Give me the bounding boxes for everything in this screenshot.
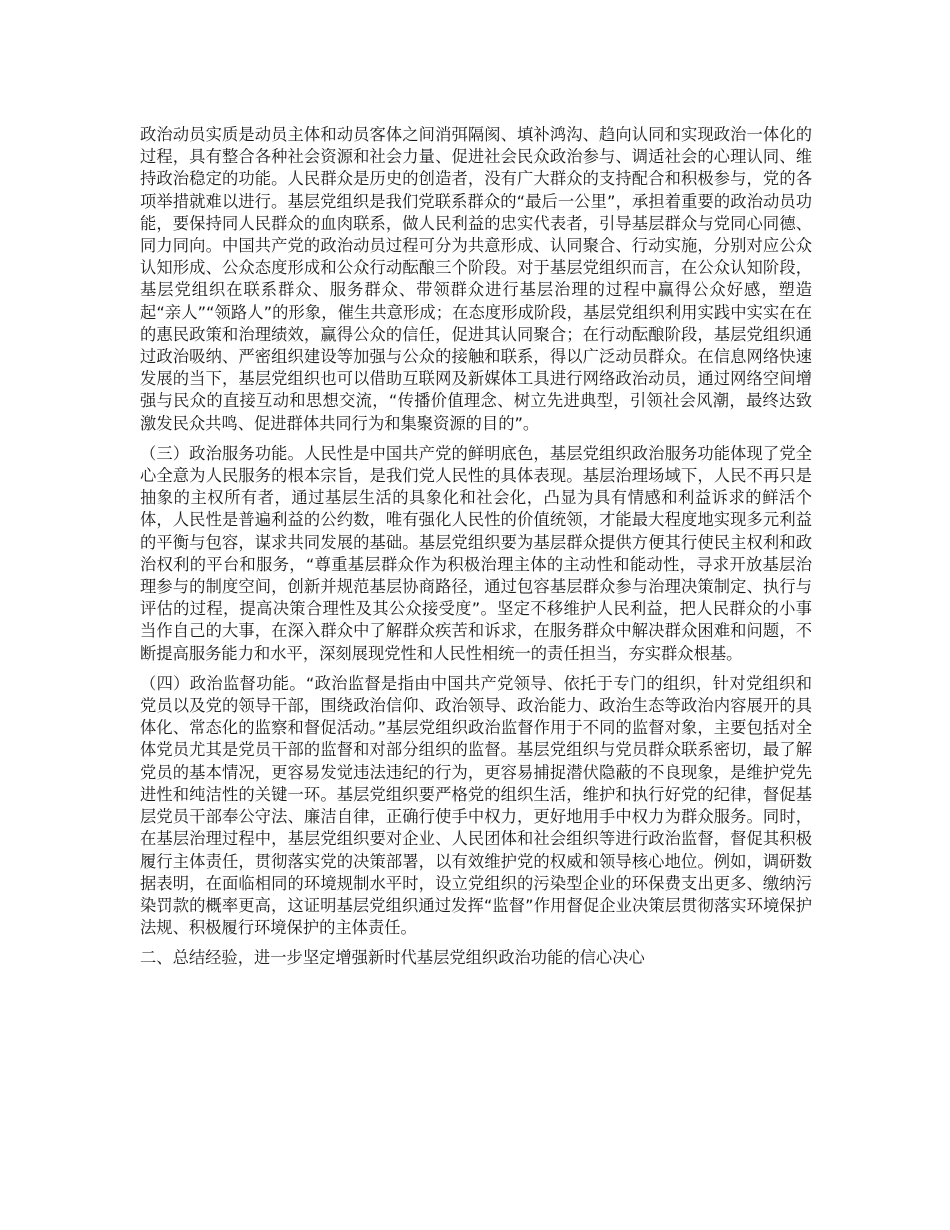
document-page: [140, 124, 812, 970]
section-heading: 二、总结经验，进一步坚定增强新时代基层党组织政治功能的信心决心: [140, 948, 645, 968]
paragraph-political-service: （三）政治服务功能。人民性是中国共产党的鲜明底色，基层党组织政治服务功能体现了党全心全意为人民服务的根本宗旨，是我们党人民性的具体表现。基层治理场域下，人民不再只是抽象的主权所有者，通过基层生活的具象化和社会化，凸显为具有情感和利益诉求的鲜活个体，人民性是普遍利益的公约数，唯有强化人民性的价值统领，才能最大程度地实现多元利益的平衡与包容，谋求共同发展的基础。基层党组织要为基层群众提供方便其行使民主权利和政治权利的平台和服务，“尊重基层群众作为积极治理主体的主动性和能动性，寻求开放基层治理参与的制度空间，创新并规范基层协商路径，通过包容基层群众参与治理决策制定、执行与评估的过程，提高决策合理性及其公众接受度”。坚定不移维护人民利益，把人民群众的小事当作自己的大事，在深入群众中了解群众疾苦和诉求，在服务群众中解决群众困难和问题，不断提高服务能力和水平，深刻展现党性和人民性相统一的责任担当，夯实群众根基。: [140, 443, 812, 663]
paragraph-political-mobilization: 政治动员实质是动员主体和动员客体之间消弭隔阂、填补鸿沟、趋向认同和实现政治一体化的过程，具有整合各种社会资源和社会力量、促进社会民众政治参与、调适社会的心理认同、维持政治稳定的功能。人民群众是历史的创造者，没有广大群众的支持配合和积极参与，党的各项举措就难以进行。基层党组织是我们党联系群众的“最后一公里”，承担着重要的政治动员功能，要保持同人民群众的血肉联系，做人民利益的忠实代表者，引导基层群众与党同心同德、同力同向。中国共产党的政治动员过程可分为共意形成、认同聚合、行动实施，分别对应公众认知形成、公众态度形成和公众行动酝酿三个阶段。对于基层党组织而言，在公众认知阶段，基层党组织在联系群众、服务群众、带领群众进行基层治理的过程中赢得公众好感，塑造起“亲人”“领路人”的形象，催生共意形成；在态度形成阶段，基层党组织利用实践中实实在在的惠民政策和治理绩效，赢得公众的信任，促进其认同聚合；在行动酝酿阶段，基层党组织通过政治吸纳、严密组织建设等加强与公众的接触和联系，得以广泛动员群众。在信息网络快速发展的当下，基层党组织也可以借助互联网及新媒体工具进行网络政治动员，通过网络空间增强与民众的直接互动和思想交流，“传播价值理念、树立先进典型，引领社会风潮，最终达致激发民众共鸣、促进群体共同行为和集聚资源的目的”。: [140, 125, 812, 433]
paragraph-political-supervision: （四）政治监督功能。“政治监督是指由中国共产党领导、依托于专门的组织，针对党组织和党员以及党的领导干部，围绕政治信仰、政治领导、政治能力、政治生态等政治内容展开的具体化、常态化的监察和督促活动。”基层党组织政治监督作用于不同的监督对象，主要包括对全体党员尤其是党员干部的监督和对部分组织的监督。基层党组织与党员群众联系密切，最了解党员的基本情况，更容易发觉违法违纪的行为，更容易捕捉潜伏隐蔽的不良现象，是维护党先进性和纯洁性的关键一环。基层党组织要严格党的组织生活，维护和执行好党的纪律，督促基层党员干部奉公守法、廉洁自律，正确行使手中权力，更好地用手中权力为群众服务。同时，在基层治理过程中，基层党组织要对企业、人民团体和社会组织等进行政治监督，督促其积极履行主体责任，贯彻落实党的决策部署，以有效维护党的权威和领导核心地位。例如，调研数据表明，在面临相同的环境规制水平时，设立党组织的污染型企业的环保费支出更多、缴纳污染罚款的概率更高，这证明基层党组织通过发挥“监督”作用督促企业决策层贯彻落实环境保护法规、积极履行环境保护的主体责任。: [140, 673, 812, 938]
